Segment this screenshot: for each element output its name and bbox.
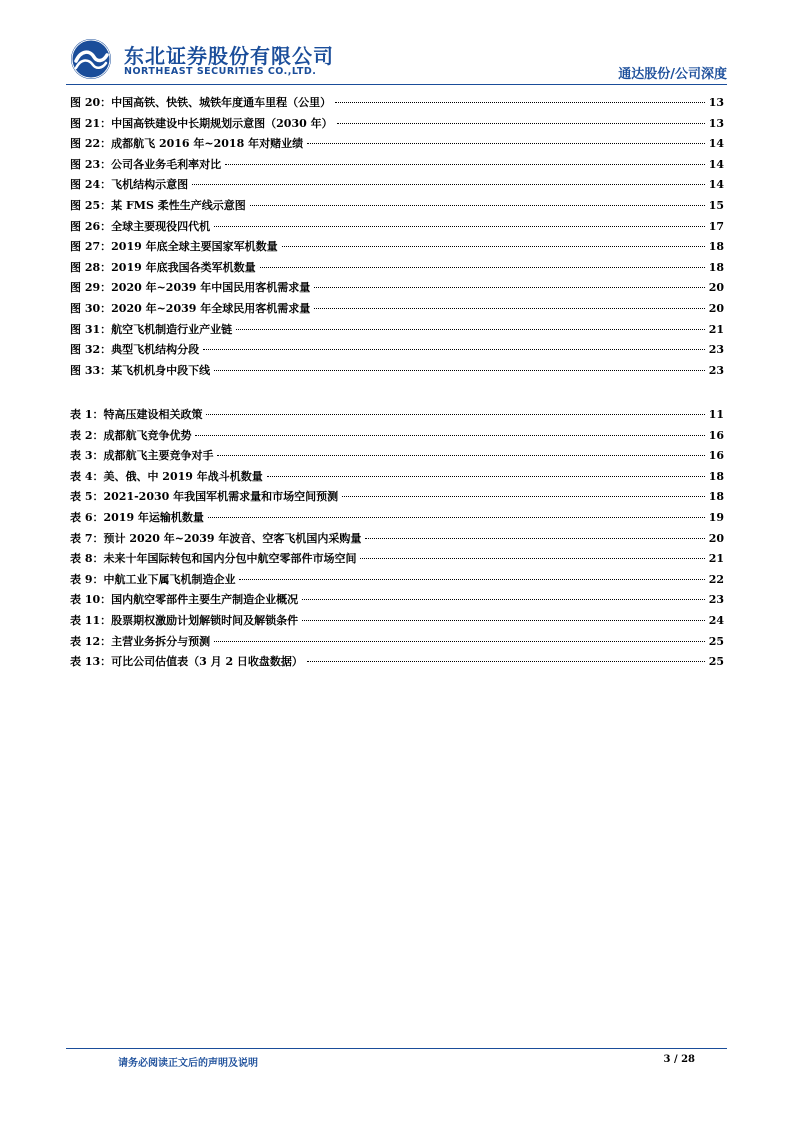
toc-entry-title: 图 24：飞机结构示意图 xyxy=(70,178,189,192)
toc-entry-page: 16 xyxy=(708,428,724,442)
toc-entry-title: 图 28：2019 年底我国各类军机数量 xyxy=(70,260,256,274)
toc-leader-dots xyxy=(214,640,705,642)
toc-entry[interactable] xyxy=(70,197,724,218)
toc-entry-page: 23 xyxy=(708,593,724,607)
toc-entry-page: 13 xyxy=(708,96,724,109)
toc-entry-page: 14 xyxy=(708,137,724,151)
toc-entry[interactable] xyxy=(70,406,724,427)
toc-leader-dots xyxy=(360,557,704,559)
toc-entry[interactable] xyxy=(70,300,724,321)
toc-leader-dots xyxy=(214,225,705,227)
toc-entry-title: 表 6：2019 年运输机数量 xyxy=(70,510,204,524)
company-name-cn: 东北证券股份有限公司 xyxy=(124,44,334,68)
toc-leader-dots xyxy=(195,434,704,436)
toc-entry[interactable] xyxy=(70,135,724,156)
toc-leader-dots xyxy=(302,619,705,621)
company-name-en: NORTHEAST SECURITIES CO.,LTD. xyxy=(124,66,317,77)
toc-leader-dots xyxy=(225,163,705,165)
toc-entry-title: 表 8：未来十年国际转包和国内分包中航空零部件市场空间 xyxy=(70,552,357,566)
toc-leader-dots xyxy=(208,516,705,518)
toc-entry-title: 表 4：美、俄、中 2019 年战斗机数量 xyxy=(70,469,263,483)
toc-leader-dots xyxy=(365,537,704,539)
toc-entry[interactable] xyxy=(70,427,724,448)
toc-entry-page: 19 xyxy=(708,510,724,524)
toc-entry[interactable] xyxy=(70,530,724,551)
toc-leader-dots xyxy=(250,204,705,206)
toc-leader-dots xyxy=(217,454,704,456)
toc-entry[interactable] xyxy=(70,115,724,136)
table-index xyxy=(70,406,724,674)
toc-entry[interactable] xyxy=(70,591,724,612)
toc-entry-page: 20 xyxy=(708,531,724,545)
toc-entry-title: 图 29：2020 年~2039 年中国民用客机需求量 xyxy=(70,281,311,295)
toc-entry-title: 图 30：2020 年~2039 年全球民用客机需求量 xyxy=(70,301,311,315)
toc-entry-page: 22 xyxy=(708,572,724,586)
toc-leader-dots xyxy=(236,328,705,330)
page-header xyxy=(0,0,793,90)
toc-entry[interactable] xyxy=(70,612,724,633)
toc-leader-dots xyxy=(282,245,705,247)
toc-entry-title: 图 26：全球主要现役四代机 xyxy=(70,219,211,233)
figure-index xyxy=(70,94,724,382)
toc-leader-dots xyxy=(192,183,705,185)
toc-entry[interactable] xyxy=(70,238,724,259)
toc-entry-page: 20 xyxy=(708,301,724,315)
toc-entry-page: 16 xyxy=(708,449,724,463)
toc-entry-title: 表 11：股票期权激励计划解锁时间及解锁条件 xyxy=(70,613,299,627)
toc-entry-title: 图 23：公司各业务毛利率对比 xyxy=(70,157,222,171)
toc-leader-dots xyxy=(267,475,705,477)
toc-entry-page: 23 xyxy=(708,363,724,377)
toc-entry-page: 25 xyxy=(708,634,724,648)
toc-entry-page: 25 xyxy=(708,655,724,669)
toc-entry[interactable] xyxy=(70,176,724,197)
toc-leader-dots xyxy=(307,660,705,662)
toc-entry[interactable] xyxy=(70,571,724,592)
toc-leader-dots xyxy=(260,266,705,268)
toc-entry-page: 21 xyxy=(708,552,724,566)
toc-entry[interactable] xyxy=(70,468,724,489)
toc-entry-page: 14 xyxy=(708,178,724,192)
toc-leader-dots xyxy=(203,348,705,350)
toc-leader-dots xyxy=(214,369,705,371)
toc-leader-dots xyxy=(314,286,704,288)
toc-entry-page: 13 xyxy=(708,116,724,130)
footer-disclaimer: 请务必阅读正文后的声明及说明 xyxy=(118,1058,258,1069)
toc-entry-page: 15 xyxy=(708,198,724,212)
toc-entry[interactable] xyxy=(70,156,724,177)
toc-entry-title: 表 9：中航工业下属飞机制造企业 xyxy=(70,572,236,586)
toc-entry-title: 表 5：2021-2030 年我国军机需求量和市场空间预测 xyxy=(70,490,339,504)
toc-entry-title: 表 1：特高压建设相关政策 xyxy=(70,408,203,421)
toc-entry-title: 图 21：中国高铁建设中长期规划示意图（2030 年） xyxy=(70,116,333,130)
toc-entry[interactable] xyxy=(70,362,724,383)
toc-entry-page: 11 xyxy=(708,408,724,421)
toc-leader-dots xyxy=(307,142,705,144)
toc-entry-page: 17 xyxy=(708,219,724,233)
toc-entry[interactable] xyxy=(70,488,724,509)
toc-entry-title: 图 32：典型飞机结构分段 xyxy=(70,343,200,357)
toc-entry-page: 14 xyxy=(708,157,724,171)
toc-leader-dots xyxy=(335,101,705,103)
toc-entry-title: 图 27：2019 年底全球主要国家军机数量 xyxy=(70,240,278,254)
toc-leader-dots xyxy=(314,307,704,309)
toc-entry-page: 18 xyxy=(708,260,724,274)
toc-entry[interactable] xyxy=(70,653,724,674)
toc-entry[interactable] xyxy=(70,550,724,571)
toc-leader-dots xyxy=(342,495,705,497)
header-divider xyxy=(66,84,727,85)
toc-entry-page: 23 xyxy=(708,343,724,357)
toc-entry[interactable] xyxy=(70,633,724,654)
toc-entry[interactable] xyxy=(70,341,724,362)
toc-leader-dots xyxy=(239,578,704,580)
footer-divider xyxy=(66,1048,727,1049)
toc-entry[interactable] xyxy=(70,509,724,530)
toc-entry-title: 表 7：预计 2020 年~2039 年波音、空客飞机国内采购量 xyxy=(70,531,362,545)
toc-entry[interactable] xyxy=(70,321,724,342)
toc-entry-title: 表 3：成都航飞主要竞争对手 xyxy=(70,449,214,463)
northeast-securities-logo-icon xyxy=(70,38,112,80)
toc-entry-page: 20 xyxy=(708,281,724,295)
toc-entry-title: 表 12：主营业务拆分与预测 xyxy=(70,634,211,648)
toc-entry-title: 表 10：国内航空零部件主要生产制造企业概况 xyxy=(70,593,299,607)
toc-entry[interactable] xyxy=(70,94,724,115)
toc-entry[interactable] xyxy=(70,218,724,239)
toc-entry-title: 图 25：某 FMS 柔性生产线示意图 xyxy=(70,198,246,212)
toc-entry-title: 表 13：可比公司估值表（3 月 2 日收盘数据） xyxy=(70,655,303,669)
toc-leader-dots xyxy=(302,598,705,600)
toc-entry-title: 图 22：成都航飞 2016 年~2018 年对赌业绩 xyxy=(70,137,304,151)
page-number: 3 / 28 xyxy=(663,1054,695,1065)
toc-entry-page: 18 xyxy=(708,490,724,504)
toc-leader-dots xyxy=(337,122,705,124)
toc-leader-dots xyxy=(206,413,704,415)
toc-entry[interactable] xyxy=(70,279,724,300)
toc-entry-title: 图 33：某飞机机身中段下线 xyxy=(70,363,211,377)
toc-entry-page: 18 xyxy=(708,469,724,483)
report-type: 通达股份/公司深度 xyxy=(618,67,727,82)
toc-entry-page: 24 xyxy=(708,613,724,627)
toc-entry[interactable] xyxy=(70,259,724,280)
toc-entry-title: 图 31：航空飞机制造行业产业链 xyxy=(70,322,233,336)
toc-entry-page: 21 xyxy=(708,322,724,336)
toc-entry-title: 表 2：成都航飞竞争优势 xyxy=(70,428,192,442)
toc-entry-title: 图 20：中国高铁、快铁、城铁年度通车里程（公里） xyxy=(70,96,332,109)
toc-entry-page: 18 xyxy=(708,240,724,254)
toc-entry[interactable] xyxy=(70,447,724,468)
